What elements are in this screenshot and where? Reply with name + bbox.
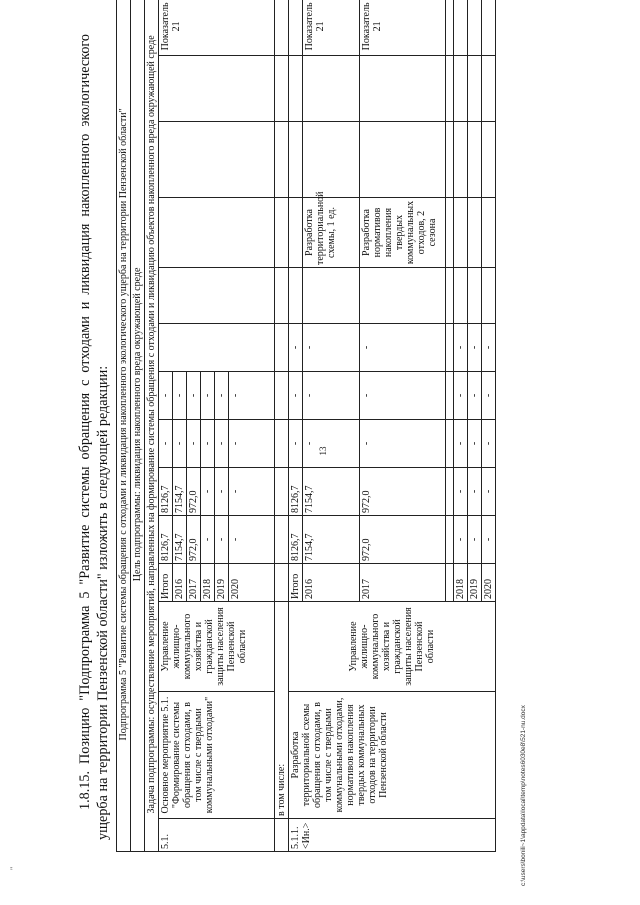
value-cell: 972,0	[360, 468, 446, 516]
empty-cell	[446, 516, 454, 564]
value-cell: -	[229, 516, 275, 564]
empty-cell	[482, 198, 496, 268]
footer-file-path: c:\users\bonili~1\appdata\local\temp\notes6030e8\521-nu.docx	[520, 705, 527, 886]
value-cell: -	[482, 516, 496, 564]
year-cell: 2019	[468, 564, 482, 602]
empty-cell	[454, 268, 468, 324]
row-number: 5.1.1. <Ин.>	[289, 819, 496, 852]
value-cell: -	[360, 420, 446, 468]
empty-cell	[275, 324, 289, 372]
empty-cell	[275, 268, 289, 324]
value-cell: -	[468, 324, 482, 372]
empty-cell	[454, 56, 468, 122]
indicator-cell: Показатель 21	[360, 0, 446, 56]
empty-cell	[303, 122, 360, 198]
empty-cell	[446, 324, 454, 372]
value-cell: -	[303, 420, 360, 468]
empty-cell	[303, 268, 360, 324]
row-number: 5.1.	[159, 819, 275, 852]
value-cell: -	[360, 324, 446, 372]
value-cell: -	[303, 324, 360, 372]
empty-cell	[275, 516, 289, 564]
value-cell: -	[482, 420, 496, 468]
subprogram-title: Подпрограмма 5 "Развитие системы обращения с отходами и ликвидация накопленного экологического ущерба на территории Пензенской области"	[117, 0, 131, 852]
empty-cell	[275, 0, 289, 56]
empty-cell	[468, 122, 482, 198]
value-cell: -	[187, 372, 201, 420]
empty-cell	[360, 268, 446, 324]
empty-cell	[468, 268, 482, 324]
empty-cell	[275, 420, 289, 468]
value-cell: -	[215, 468, 229, 516]
value-cell: -	[303, 372, 360, 420]
value-cell: -	[201, 420, 215, 468]
value-cell: 7154,7	[303, 516, 360, 564]
empty-cell	[159, 324, 275, 372]
empty-cell	[289, 198, 303, 268]
empty-cell	[289, 56, 303, 122]
value-cell: -	[229, 468, 275, 516]
empty-cell	[289, 122, 303, 198]
value-cell: -	[159, 372, 173, 420]
value-cell: 972,0	[360, 516, 446, 564]
empty-cell	[468, 198, 482, 268]
value-cell: -	[201, 516, 215, 564]
value-cell: 7154,7	[173, 468, 187, 516]
activity-name: Разработка территориальной схемы обращения с отходами, в том числе с твердыми коммунальными отходами, нормативов накопления твердых коммунальных отходов на территории Пензенской области	[289, 692, 496, 819]
subprogram-goal: Цель подпрограммы: ликвидация накопленного вреда окружающей среде	[131, 0, 145, 852]
task-row	[145, 0, 159, 852]
empty-cell	[446, 468, 454, 516]
table-row	[159, 0, 173, 852]
value-cell: -	[454, 324, 468, 372]
empty-cell	[275, 198, 289, 268]
subprogram-table	[116, 0, 496, 852]
empty-cell	[446, 198, 454, 268]
year-cell: 2016	[173, 564, 187, 602]
empty-cell	[289, 0, 303, 56]
year-cell: 2017	[360, 564, 446, 602]
empty-cell	[446, 420, 454, 468]
empty-cell	[159, 122, 275, 198]
year-cell: 2018	[454, 564, 468, 602]
value-cell: -	[468, 468, 482, 516]
empty-cell	[275, 564, 289, 602]
empty-cell	[482, 56, 496, 122]
table-row	[289, 0, 303, 852]
empty-cell	[454, 0, 468, 56]
value-cell: -	[201, 372, 215, 420]
empty-cell	[360, 122, 446, 198]
expected-result: Разработка территориальной схемы, 1 ед.	[303, 198, 360, 268]
empty-cell	[275, 819, 289, 852]
expected-result: Разработка нормативов накопления твердых коммунальных отходов, 2 сезона	[360, 198, 446, 268]
year-cell: Итого	[289, 564, 303, 602]
value-cell: -	[159, 420, 173, 468]
value-cell: -	[229, 420, 275, 468]
empty-cell	[446, 268, 454, 324]
empty-cell	[289, 268, 303, 324]
value-cell: -	[229, 372, 275, 420]
value-cell: 7154,7	[303, 468, 360, 516]
indicator-cell: Показатель 21	[303, 0, 360, 56]
goal-row	[131, 0, 145, 852]
year-cell: 2020	[229, 564, 275, 602]
value-cell: 8126,7	[289, 468, 303, 516]
margin-mark: "	[9, 866, 18, 870]
empty-cell	[446, 564, 454, 602]
empty-cell	[275, 468, 289, 516]
value-cell: -	[173, 420, 187, 468]
year-cell: 2018	[201, 564, 215, 602]
empty-cell	[275, 372, 289, 420]
table-title-row	[117, 0, 131, 852]
value-cell: 972,0	[187, 516, 201, 564]
empty-cell	[482, 0, 496, 56]
value-cell: -	[215, 516, 229, 564]
value-cell: -	[468, 420, 482, 468]
heading-text: 1.8.15. Позицию "Подпрограмма 5 "Развитие системы обращения с отходами и ликвидация накопленного экологического ущерба на территории Пензенской области" изложить в следующей редакции:	[77, 34, 111, 840]
year-cell: Итого	[159, 564, 173, 602]
activity-name: Основное мероприятие 5.1. "Формирование системы обращения с отходами, в том числе с твердыми коммунальными отходами"	[159, 692, 275, 819]
empty-cell	[468, 56, 482, 122]
value-cell: -	[454, 516, 468, 564]
value-cell: -	[173, 372, 187, 420]
value-cell: -	[215, 372, 229, 420]
subprogram-task: Задача подпрограммы: осуществление мероприятий, направленных на формирование системы обращения с отходами и ликвидацию объектов накопленного вреда окружающей среде	[145, 0, 159, 852]
empty-cell	[482, 268, 496, 324]
empty-cell	[360, 56, 446, 122]
empty-cell	[275, 122, 289, 198]
value-cell: -	[289, 324, 303, 372]
value-cell: -	[482, 372, 496, 420]
year-cell: 2016	[303, 564, 360, 602]
value-cell: -	[187, 420, 201, 468]
indicator-cell: Показатель 21	[159, 0, 275, 56]
empty-cell	[159, 268, 275, 324]
empty-cell	[446, 0, 454, 56]
empty-cell	[446, 372, 454, 420]
document-sheet	[76, 2, 581, 852]
empty-cell	[454, 198, 468, 268]
value-cell: -	[454, 420, 468, 468]
executor: Управление жилищно-коммунального хозяйства и гражданской защиты населения Пензенской области	[289, 602, 496, 692]
empty-cell	[482, 122, 496, 198]
section-heading	[76, 22, 112, 852]
year-cell: 2019	[215, 564, 229, 602]
value-cell: -	[454, 468, 468, 516]
value-cell: -	[482, 324, 496, 372]
value-cell: -	[289, 372, 303, 420]
empty-cell	[454, 122, 468, 198]
value-cell: -	[289, 420, 303, 468]
value-cell: 7154,7	[173, 516, 187, 564]
value-cell: 972,0	[187, 468, 201, 516]
in-that-number-label: в том числе:	[275, 602, 289, 819]
page-number: 13	[318, 446, 328, 456]
year-cell: 2020	[482, 564, 496, 602]
empty-cell	[159, 198, 275, 268]
value-cell: -	[468, 372, 482, 420]
value-cell: -	[215, 420, 229, 468]
empty-cell	[446, 122, 454, 198]
empty-cell	[303, 56, 360, 122]
value-cell: 8126,7	[159, 468, 173, 516]
value-cell: -	[360, 372, 446, 420]
executor: Управление жилищно-коммунального хозяйства и гражданской защиты населения Пензенской области	[159, 602, 275, 692]
value-cell: -	[468, 516, 482, 564]
value-cell: 8126,7	[289, 516, 303, 564]
value-cell: 8126,7	[159, 516, 173, 564]
year-cell: 2017	[187, 564, 201, 602]
value-cell: -	[482, 468, 496, 516]
empty-cell	[446, 56, 454, 122]
empty-cell	[159, 56, 275, 122]
in-that-number-row	[275, 0, 289, 852]
empty-cell	[468, 0, 482, 56]
empty-cell	[275, 56, 289, 122]
value-cell: -	[201, 468, 215, 516]
value-cell: -	[454, 372, 468, 420]
